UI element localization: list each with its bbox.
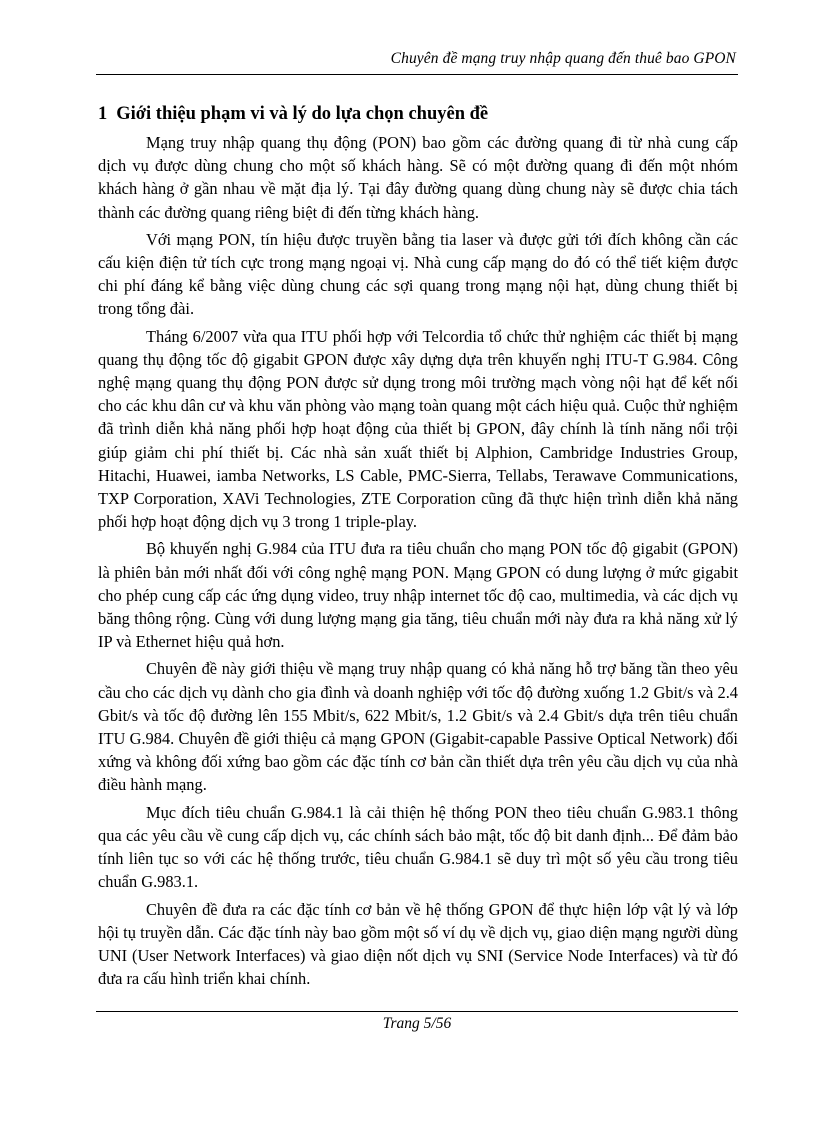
- section-number: 1: [98, 104, 108, 124]
- section-title: Giới thiệu phạm vi và lý do lựa chọn chuyên đề: [116, 104, 489, 124]
- header-title: Chuyên đề mạng truy nhập quang đến thuê bao GPON: [390, 50, 736, 67]
- section-heading: [98, 104, 488, 125]
- paragraph: Tháng 6/2007 vừa qua ITU phối hợp với Telcordia tổ chức thử nghiệm các thiết bị mạng quang thụ động tốc độ gigabit GPON được xây dựng dựa trên khuyến nghị ITU-T G.984. Công nghệ mạng quang thụ động PON được sử dụng trong môi trường mạch vòng nội hạt để kết nối cho các khu dân cư và khu văn phòng vào mạng toàn quang một cách hiệu quả. Cuộc thử nghiệm đã trình diễn khả năng phối hợp hoạt động của thiết bị GPON, đây chính là tính năng nổi trội giúp giảm chi phí thiết bị. Các nhà sản xuất thiết bị Alphion, Cambridge Industries Group, Hitachi, Huawei, iamba Networks, LS Cable, PMC-Sierra, Tellabs, Terawave Communications, TXP Corporation, XAVi Technologies, ZTE Corporation cũng đã thực hiện trình diễn khả năng phối hợp hoạt động dịch vụ 3 trong 1 triple-play.: [98, 326, 738, 532]
- header-divider: [96, 74, 738, 75]
- paragraph: Bộ khuyến nghị G.984 của ITU đưa ra tiêu chuẩn cho mạng PON tốc độ gigabit (GPON) là phiên bản mới nhất đối với công nghệ mạng PON. Mạng GPON có dung lượng ở mức gigabit cho phép cung cấp các ứng dụng video, truy nhập internet tốc độ cao, multimedia, và các dịch vụ băng thông rộng. Cùng với dung lượng mạng gia tăng, tiêu chuẩn mới này đưa ra khả năng xử lý IP và Ethernet hiệu quả hơn.: [98, 539, 738, 652]
- page-number: Trang 5/56: [382, 1015, 452, 1032]
- footer-divider: [96, 1011, 738, 1012]
- paragraph: Chuyên đề đưa ra các đặc tính cơ bản về hệ thống GPON để thực hiện lớp vật lý và lớp hội tụ truyền dẫn. Các đặc tính này bao gồm một số ví dụ về dịch vụ, giao diện mạng người dùng UNI (User Network Interfaces) và giao diện nốt dịch vụ SNI (Service Node Interfaces) và từ đó đưa ra cấu hình triển khai chính.: [98, 899, 738, 989]
- paragraph: Mạng truy nhập quang thụ động (PON) bao gồm các đường quang đi từ nhà cung cấp dịch vụ được dùng chung cho một số khách hàng. Sẽ có một đường quang đi đến một nhóm khách hàng ở gần nhau về mặt địa lý. Tại đây đường quang dùng chung này sẽ được chia tách thành các đường quang riêng biệt đi đến từng khách hàng.: [98, 133, 738, 222]
- document-body: [98, 131, 738, 994]
- paragraph: Với mạng PON, tín hiệu được truyền bằng tia laser và được gửi tới đích không cần các cấu kiện điện tử tích cực trong mạng ngoại vị. Nhà cung cấp mạng do đó có thể tiết kiệm được chi phí đáng kể bằng việc dùng chung các sợi quang trong mạng nội hạt, dùng chung thiết bị trong tổng đài.: [98, 229, 738, 319]
- paragraph: Mục đích tiêu chuẩn G.984.1 là cải thiện hệ thống PON theo tiêu chuẩn G.983.1 thông qua các yêu cầu về cung cấp dịch vụ, các chính sách bảo mật, tốc độ bit danh định... Để đảm bảo tính liên tục so với các hệ thống trước, tiêu chuẩn G.984.1 sẽ duy trì một số yêu cầu trong tiêu chuẩn G.983.1.: [98, 802, 738, 892]
- paragraph: Chuyên đề này giới thiệu về mạng truy nhập quang có khả năng hỗ trợ băng tần theo yêu cầu cho các dịch vụ dành cho gia đình và doanh nghiệp với tốc độ đường xuống 1.2 Gbit/s và 2.4 Gbit/s và tốc độ đường lên 155 Mbit/s, 622 Mbit/s, 1.2 Gbit/s và 2.4 Gbit/s dựa trên tiêu chuẩn ITU G.984. Chuyên đề giới thiệu cả mạng GPON (Gigabit-capable Passive Optical Network) đối xứng và không đối xứng bao gồm các đặc tính cơ bản cần thiết dựa trên yêu cầu dịch vụ của nhà điều hành mạng.: [98, 659, 738, 795]
